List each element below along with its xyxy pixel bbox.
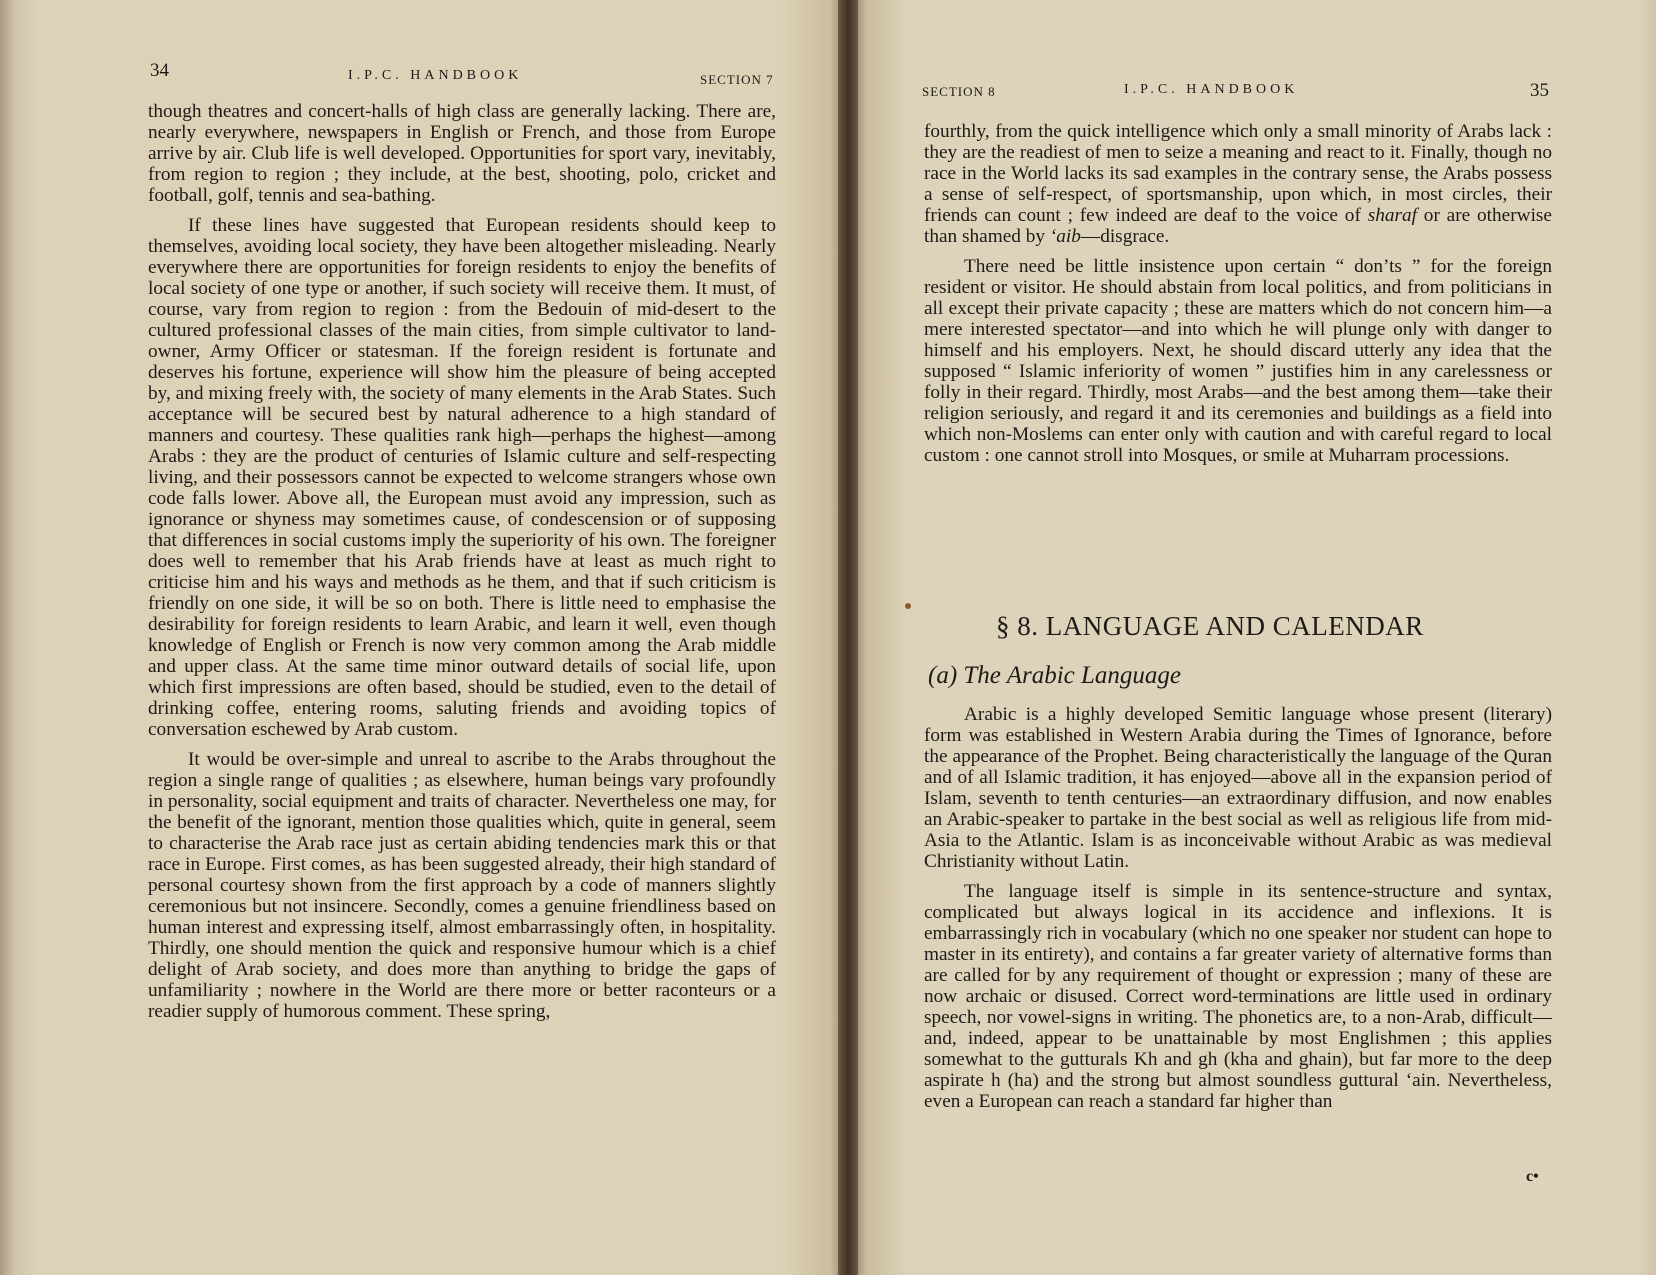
footer-mark: c• bbox=[1526, 1168, 1539, 1185]
subheading bbox=[928, 662, 1181, 690]
paragraph: Arabic is a highly developed Semitic language whose present (literary) form was established in Western Arabia during the Times of Ignorance, before the appearance of the Prophet. Being characteristically the language of the Quran and of all Islamic tradition, it has enjoyed—above all in the expansion period of Islam, seventh to tenth centuries—an extraordinary diffusion, and now enables an Arabic-speaker to partake in the best social as well as religious life from mid-Asia to the Atlantic. Islam is as inconceivable without Arabic as was medieval Christianity without Latin. bbox=[924, 704, 1552, 872]
italic-term: sharaf bbox=[1367, 205, 1417, 226]
paper-speck bbox=[905, 603, 911, 609]
left-body-text bbox=[148, 101, 776, 1031]
paragraph bbox=[924, 121, 1552, 247]
paragraph: It would be over-simple and unreal to ascribe to the Arabs throughout the region a single range of qualities ; as elsewhere, human beings vary profoundly in personality, social equipment and traits of character. Nevertheless one may, for the benefit of the ignorant, mention those qualities which, quite in general, seem to characterise the Arab race just as certain abiding tendencies mark this or that race in Europe. First comes, as has been suggested already, their high standard of personal courtesy shown from the first approach by a code of manners slightly ceremonious but not insincere. Secondly, comes a genuine friendliness based on human interest and expressing itself, almost embarrassingly often, in hospitality. Thirdly, one should mention the quick and responsive humour which is a chief delight of Arab society, and does more than anything to bridge the gaps of unfamiliarity ; nowhere in the World are there more or better raconteurs or a readier supply of humorous comment. These spring, bbox=[148, 749, 776, 1022]
running-head: I.P.C. HANDBOOK bbox=[1124, 82, 1299, 97]
running-head: I.P.C. HANDBOOK bbox=[348, 68, 523, 83]
subheading-title: The Arabic Language bbox=[963, 662, 1181, 689]
paragraph-text: —disgrace. bbox=[1080, 226, 1170, 247]
paragraph: If these lines have suggested that European residents should keep to themselves, avoiding local society, they have been altogether misleading. Nearly everywhere there are opportunities for foreign residents to enjoy the benefits of local society of one type or another, if such society will receive them. It must, of course, vary from region to region : from the Bedouin of mid-desert to the cultured professional classes of the main cities, from simple cultivator to land-owner, Army Officer or statesman. If the foreign resident is fortunate and deserves his fortune, experience will show him the pleasure of being accepted by, and mixing freely with, the society of many elements in the Arab States. Such acceptance will be secured best by natural adherence to a high standard of manners and courtesy. These qualities rank high—perhaps the highest—among Arabs : they are the product of centuries of Islamic culture and self-respecting living, and their possessors cannot be expected to welcome strangers whose own code falls lower. Above all, the European must avoid any impression, such as ignorance or shyness may sometimes cause, of condescension or of supposing that differences in social customs imply the superiority of his own. The foreigner does well to remember that his Arab friends have at least as much right to criticise him and his ways and methods as he them, and that if such criticism is friendly on one side, it will be so on both. There is little need to emphasise the desirability for foreign residents to learn Arabic, and learn it well, even though knowledge of English or French is now very common among the Arab middle and upper class. At the same time minor outward details of social life, upon which first impressions are often based, should be studied, even to the detail of drinking coffee, entering rooms, saluting friends and avoiding topics of conversation eschewed by Arab custom. bbox=[148, 215, 776, 740]
section-heading: § 8. LANGUAGE AND CALENDAR bbox=[996, 611, 1424, 641]
paragraph-text: or are otherwise than shamed by bbox=[924, 205, 1552, 247]
book-gutter bbox=[838, 0, 858, 1275]
right-body-text-top bbox=[924, 121, 1552, 475]
right-body-text-bottom bbox=[924, 704, 1552, 1121]
page-number: 35 bbox=[1530, 80, 1549, 101]
right-page bbox=[848, 0, 1656, 1275]
section-label: SECTION 8 bbox=[922, 84, 996, 99]
subheading-prefix: (a) bbox=[928, 662, 958, 689]
section-label: SECTION 7 bbox=[700, 72, 774, 87]
italic-term: ‘aib bbox=[1049, 226, 1081, 247]
paragraph: There need be little insistence upon certain “ don’ts ” for the foreign resident or visitor. He should abstain from local politics, and from politicians in all except their private capacity ; these are matters which do not concern him—a mere interested spectator—and into which he will plunge only with danger to himself and his employers. Next, he should discard utterly any idea that the supposed “ Islamic inferiority of women ” justifies him in any carelessness or folly in their regard. Thirdly, most Arabs—and the best among them—take their religion seriously, and regard it and its ceremonies and buildings as a field into which non-Moslems can enter only with caution and with careful regard to local custom : one cannot stroll into Mosques, or smile at Muharram processions. bbox=[924, 256, 1552, 466]
paragraph: The language itself is simple in its sentence-structure and syntax, complicated but always logical in its accidence and inflexions. It is embarrassingly rich in vocabulary (which no one speaker nor student can hope to master in its entirety), and contains a far greater variety of alternative forms than are called for by any requirement of thought or expression ; many of these are now archaic or disused. Correct word-terminations are little used in ordinary speech, nor vowel-signs in writing. The phonetics are, to a non-Arab, difficult—and, indeed, appear to be unattainable by most Englishmen ; this applies somewhat to the gutturals Kh and gh (kha and ghain), but far more to the deep aspirate h (ha) and the strong but almost soundless guttural ‘ain. Nevertheless, even a European can reach a standard far higher than bbox=[924, 881, 1552, 1112]
page-number: 34 bbox=[150, 60, 169, 81]
paragraph: though theatres and concert-halls of high class are generally lacking. There are, nearly everywhere, newspapers in English or French, and those from Europe arrive by air. Club life is well developed. Opportunities for sport vary, inevitably, from region to region ; they include, at the best, shooting, polo, cricket and football, golf, tennis and sea-bathing. bbox=[148, 101, 776, 206]
paragraph-text: fourthly, from the quick intelligence which only a small minority of Arabs lack : they are the readiest of men to seize a meaning and react to it. Finally, though no race in the World lacks its sad examples in the contrary sense, the Arabs possess a sense of self-respect, of sportsmanship, upon which, in most circles, their friends can count ; few indeed are deaf to the voice of bbox=[924, 121, 1552, 226]
